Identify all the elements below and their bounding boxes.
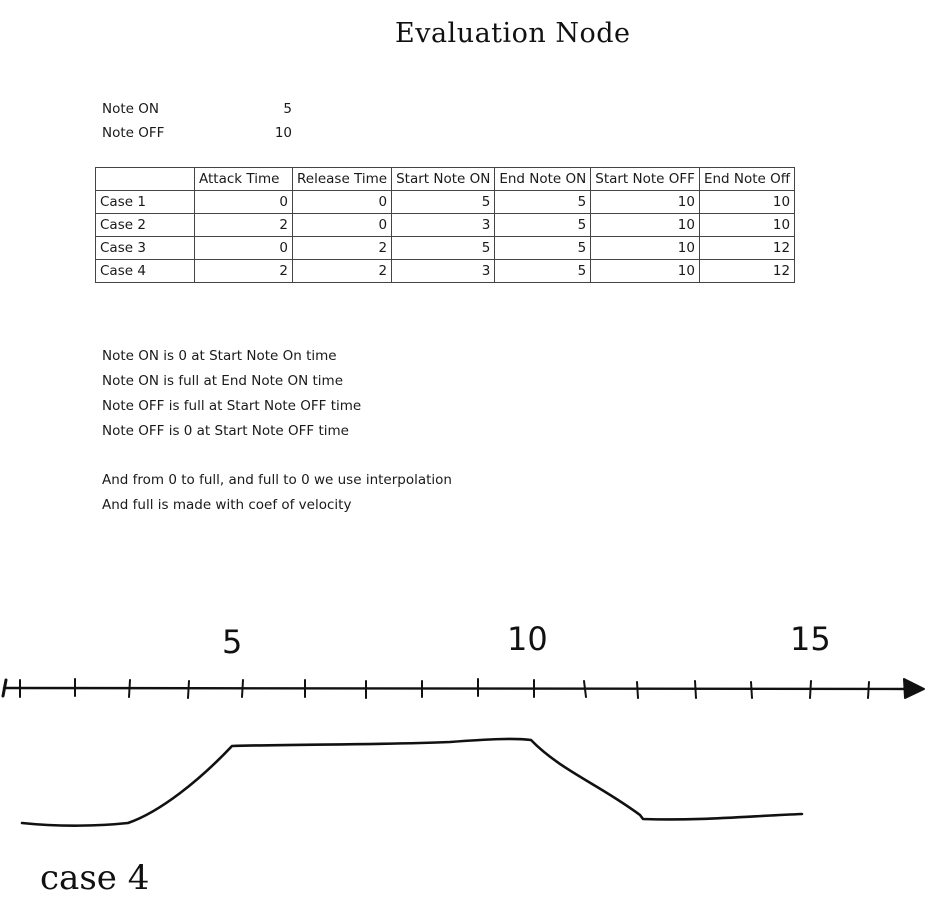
row-label: Case 1 bbox=[96, 191, 195, 214]
header-cell: Start Note OFF bbox=[591, 168, 700, 191]
timeline-sketch bbox=[0, 600, 942, 850]
notes-block bbox=[102, 344, 452, 518]
envelope-curve bbox=[22, 739, 802, 826]
param-value: 5 bbox=[283, 101, 292, 117]
param-label: Note ON bbox=[102, 101, 159, 117]
table-cell: 5 bbox=[495, 237, 591, 260]
table-cell: 10 bbox=[591, 237, 700, 260]
table-cell: 0 bbox=[293, 214, 392, 237]
table-cell: 12 bbox=[699, 260, 794, 283]
tick bbox=[584, 681, 586, 697]
table-row bbox=[96, 260, 795, 283]
tick bbox=[695, 681, 696, 698]
param-label: Note OFF bbox=[102, 125, 165, 141]
tick bbox=[868, 682, 869, 698]
header-cell: End Note ON bbox=[495, 168, 591, 191]
row-label: Case 2 bbox=[96, 214, 195, 237]
tick bbox=[242, 680, 243, 697]
note-line: Note OFF is 0 at Start Note OFF time bbox=[102, 423, 349, 439]
table-row bbox=[96, 237, 795, 260]
cases-table bbox=[95, 167, 795, 283]
table-row bbox=[96, 214, 795, 237]
note-line: And from 0 to full, and full to 0 we use interpolation bbox=[102, 472, 452, 488]
param-row-note-off bbox=[102, 121, 292, 145]
table-cell: 0 bbox=[195, 191, 293, 214]
table-cell: 0 bbox=[293, 191, 392, 214]
axis-label-10: 10 bbox=[507, 620, 548, 658]
table-cell: 5 bbox=[495, 191, 591, 214]
table-cell: 10 bbox=[591, 260, 700, 283]
param-row-note-on bbox=[102, 97, 292, 121]
tick bbox=[188, 681, 189, 698]
tick bbox=[129, 680, 130, 697]
table-cell: 10 bbox=[699, 191, 794, 214]
note-params bbox=[102, 97, 292, 145]
note-line: Note OFF is full at Start Note OFF time bbox=[102, 398, 362, 414]
case-label: case 4 bbox=[40, 858, 150, 898]
header-cell: Start Note ON bbox=[392, 168, 495, 191]
axis-label-5: 5 bbox=[222, 623, 243, 661]
note-line: And full is made with coef of velocity bbox=[102, 497, 352, 513]
table-header-row bbox=[96, 168, 795, 191]
table-cell: 10 bbox=[591, 191, 700, 214]
axis-arrow-icon bbox=[904, 679, 924, 698]
table-cell: 5 bbox=[495, 260, 591, 283]
table-cell: 2 bbox=[195, 260, 293, 283]
table-cell: 3 bbox=[392, 260, 495, 283]
timeline-axis bbox=[4, 687, 912, 689]
table-cell: 2 bbox=[293, 237, 392, 260]
table-cell: 3 bbox=[392, 214, 495, 237]
header-cell: End Note Off bbox=[699, 168, 794, 191]
table-cell: 10 bbox=[699, 214, 794, 237]
axis-start-mark bbox=[3, 680, 6, 696]
header-cell: Release Time bbox=[293, 168, 392, 191]
note-line: Note ON is 0 at Start Note On time bbox=[102, 348, 337, 364]
note-line: Note ON is full at End Note ON time bbox=[102, 373, 344, 389]
tick bbox=[637, 682, 638, 698]
header-cell: Attack Time bbox=[195, 168, 293, 191]
table-cell: 2 bbox=[195, 214, 293, 237]
tick bbox=[810, 681, 811, 698]
table-row bbox=[96, 191, 795, 214]
table-cell: 2 bbox=[293, 260, 392, 283]
axis-label-15: 15 bbox=[790, 620, 831, 658]
page-title: Evaluation Node bbox=[395, 18, 631, 49]
table-cell: 5 bbox=[495, 214, 591, 237]
row-label: Case 4 bbox=[96, 260, 195, 283]
table-cell: 12 bbox=[699, 237, 794, 260]
table-cell: 10 bbox=[591, 214, 700, 237]
table-cell: 0 bbox=[195, 237, 293, 260]
header-cell bbox=[96, 168, 195, 191]
tick bbox=[751, 682, 752, 698]
row-label: Case 3 bbox=[96, 237, 195, 260]
param-value: 10 bbox=[274, 125, 292, 141]
table-cell: 5 bbox=[392, 237, 495, 260]
table-cell: 5 bbox=[392, 191, 495, 214]
